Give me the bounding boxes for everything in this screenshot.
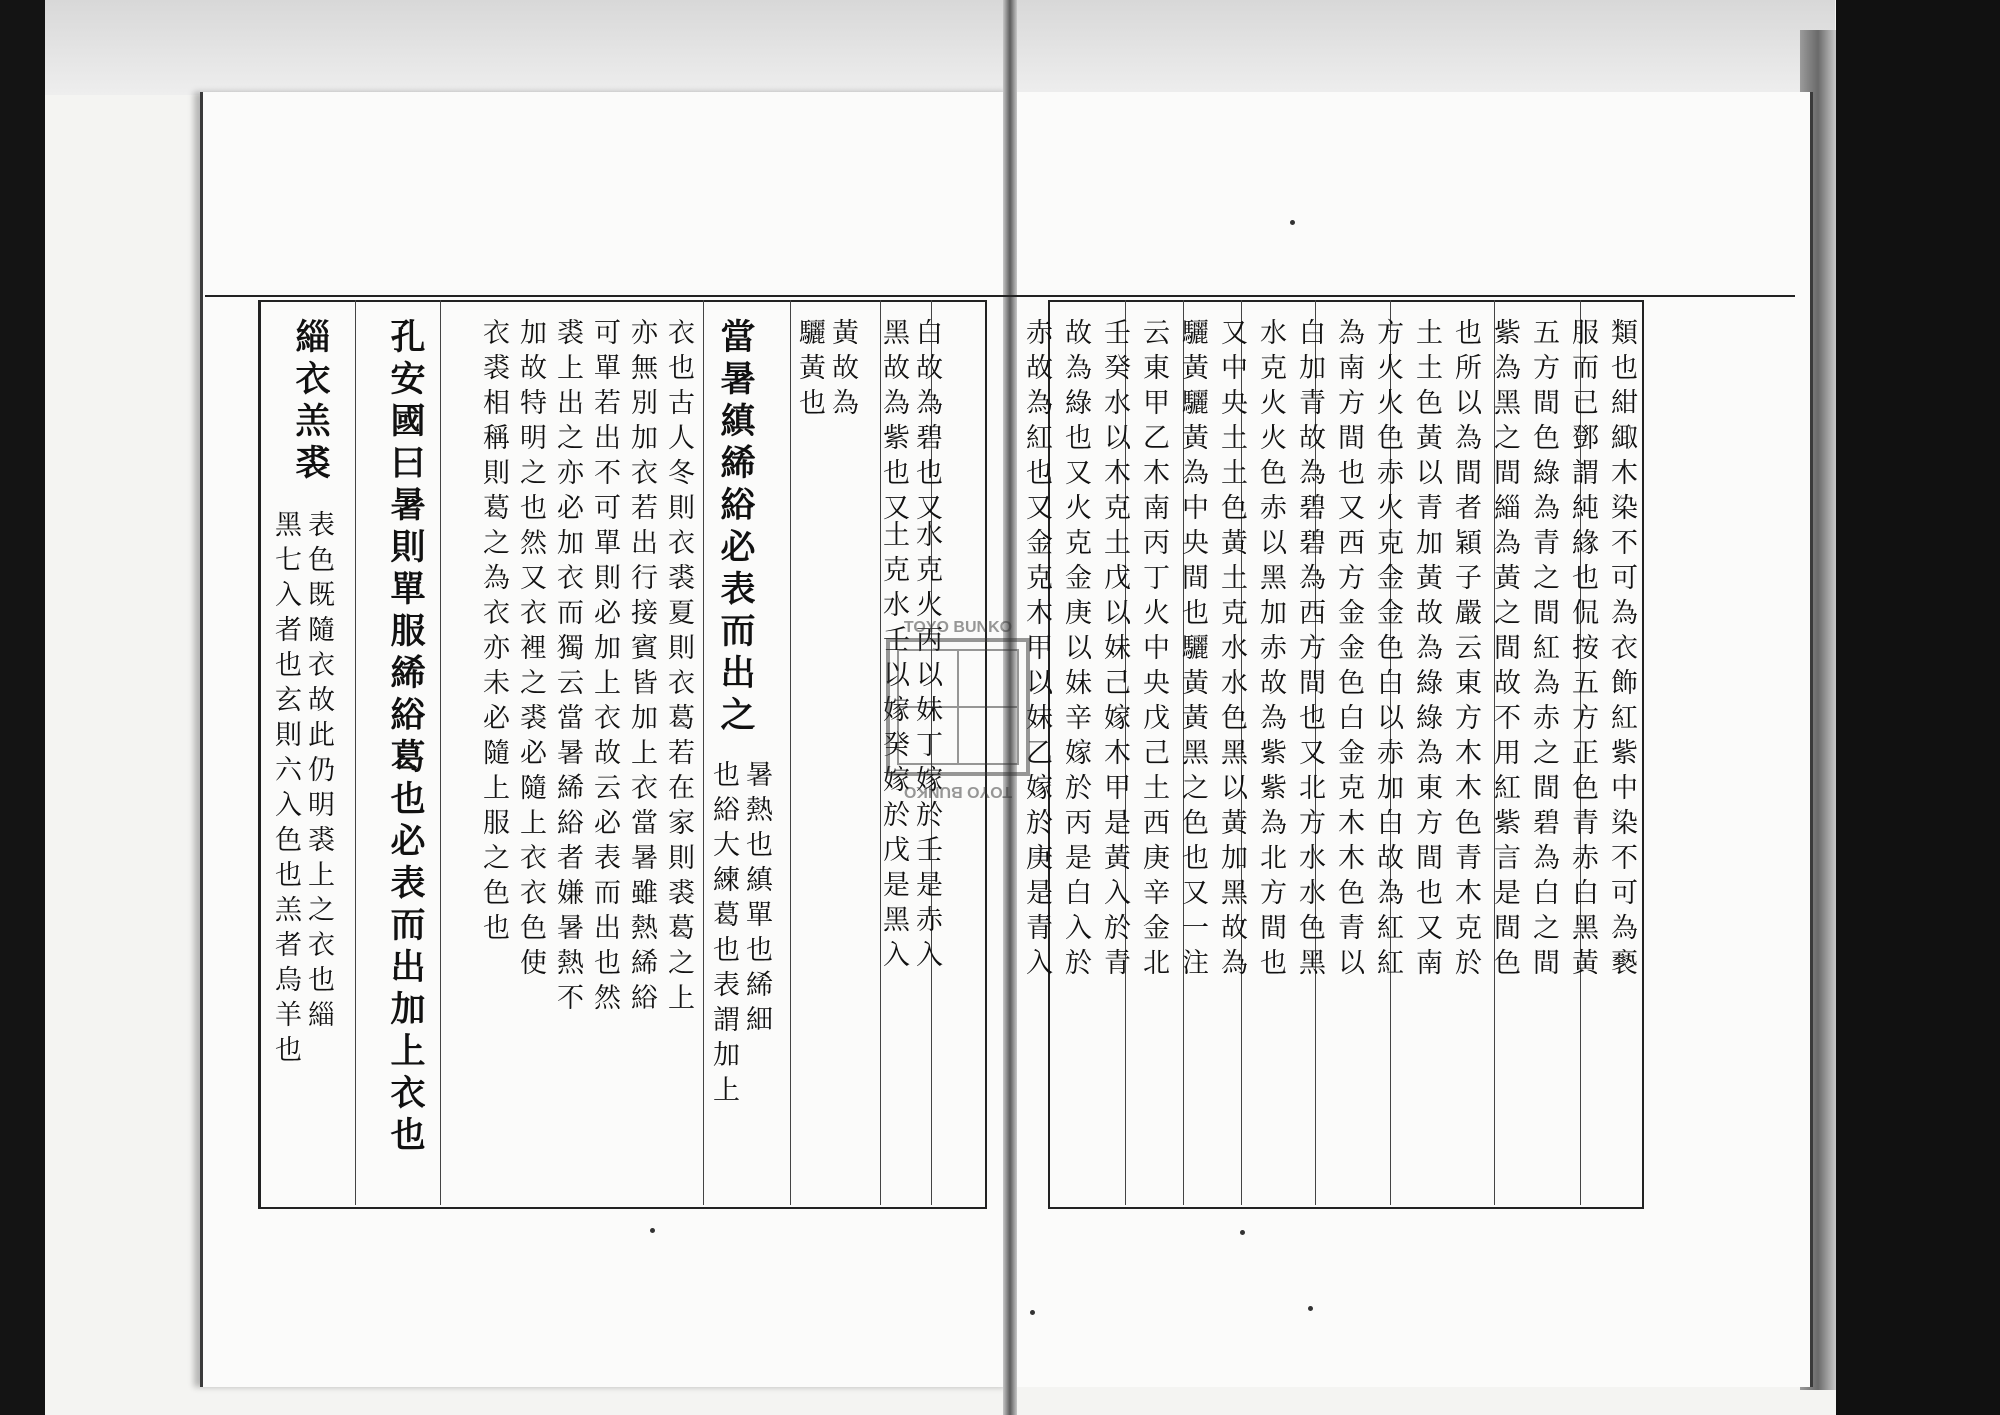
text-column: 可單若出不可單則必加上衣故云必表而出也然 [589, 318, 620, 1018]
text-column: 又中央土土色黃土克水水色黑以黃加黑故為 [1216, 318, 1247, 983]
commentary-line: 暑熱也縝單也絺細 [741, 760, 772, 1040]
library-seal-stamp [868, 612, 1048, 802]
commentary-line: 黑故為紫也又 [878, 318, 909, 528]
top-shadow [45, 0, 1835, 95]
commentary-line: 黃故為 [827, 318, 858, 423]
text-column: 白加青故為碧碧為西方間也又北方水水色黑 [1294, 318, 1325, 983]
commentary-line: 土克水壬以嫁癸嫁於戊是黑入 [878, 520, 909, 975]
seal-bottom-text: TOYO BUNKO [903, 783, 1013, 800]
text-column: 類也紺緅木染不可為衣飾紅紫中染不可為褻 [1606, 318, 1637, 983]
commentary-column [710, 760, 770, 1110]
text-column: 為南方間也又西方金金色白金克木木色青以 [1333, 318, 1364, 983]
main-text-column: 緇衣羔裘 [290, 318, 331, 486]
text-column: 亦無別加衣若出行接賓皆加上衣當暑雖熱絺綌 [626, 318, 657, 1018]
column-rule [790, 300, 791, 1205]
commentary-line: 白故為碧也又 [911, 318, 942, 528]
text-column: 五方間色綠為青之間紅為赤之間碧為白之間 [1528, 318, 1559, 983]
text-column: 衣裘相稱則葛之為衣亦未必隨上服之色也 [478, 318, 509, 948]
left-dark-border [0, 0, 45, 1415]
column-rule [703, 300, 704, 1205]
text-column: 故為綠也又火克金庚以妹辛嫁於丙是白入於 [1060, 318, 1091, 983]
text-column: 驪黃驪黃為中央間也驪黃黃黑之色也又一注 [1177, 318, 1208, 983]
paper-speck [1240, 1230, 1245, 1235]
main-text-column: 孔安國曰暑則單服絺綌葛也必表而出加上衣也 [385, 318, 426, 1158]
commentary-column [880, 318, 940, 528]
commentary-line: 表色既隨衣故此仍明裘上之衣也緇 [303, 510, 334, 1035]
text-column: 方火火色赤火克金金色白以赤加白故為紅紅 [1372, 318, 1403, 983]
paper-speck [1030, 1310, 1035, 1315]
commentary-column [796, 318, 856, 423]
text-column: 赤故為紅也又金克木甲以妹乙嫁於庚是青入 [1021, 318, 1052, 983]
text-column: 也所以為間者穎子嚴云東方木木色青木克於 [1450, 318, 1481, 983]
fold-line [205, 295, 1795, 297]
commentary-line: 水克火丙以妹丁嫁於壬是赤入 [911, 520, 942, 975]
text-column: 衣也古人冬則衣裘夏則衣葛若在家則裘葛之上 [663, 318, 694, 1018]
commentary-line: 驪黃也 [794, 318, 825, 423]
text-column: 壬癸水以木克土戊以妹己嫁木甲是黃入於青 [1099, 318, 1130, 983]
column-rule [440, 300, 441, 1205]
seal-top-text: TOYO BUNKO [903, 619, 1013, 636]
paper-speck [1308, 1306, 1313, 1311]
text-column: 裘上出之亦必加衣而獨云當暑絺綌者嫌暑熱不 [552, 318, 583, 1018]
main-text-column: 當暑縝絺綌必表而出之 [715, 318, 756, 738]
text-column: 云東甲乙木南丙丁火中央戊己土西庚辛金北 [1138, 318, 1169, 983]
text-column: 土土色黃以青加黃故為綠綠為東方間也又南 [1411, 318, 1442, 983]
right-dark-border [1836, 0, 2000, 1415]
column-rule [355, 300, 356, 1205]
text-column: 紫為黑之間緇為黃之間故不用紅紫言是間色 [1489, 318, 1520, 983]
commentary-line: 也綌大練葛也表謂加上 [708, 760, 739, 1110]
text-column: 水克火火色赤以黑加赤故為紫紫為北方間也 [1255, 318, 1286, 983]
paper-speck [1290, 220, 1295, 225]
commentary-column [272, 510, 332, 1070]
text-column: 服而已鄧謂純緣也侃按五方正色青赤白黑黃 [1567, 318, 1598, 983]
paper-speck [650, 1228, 655, 1233]
text-column: 加故特明之也然又衣裡之裘必隨上衣衣色使 [515, 318, 546, 983]
commentary-line: 黑七入者也玄則六入色也羔者烏羊也 [270, 510, 301, 1070]
